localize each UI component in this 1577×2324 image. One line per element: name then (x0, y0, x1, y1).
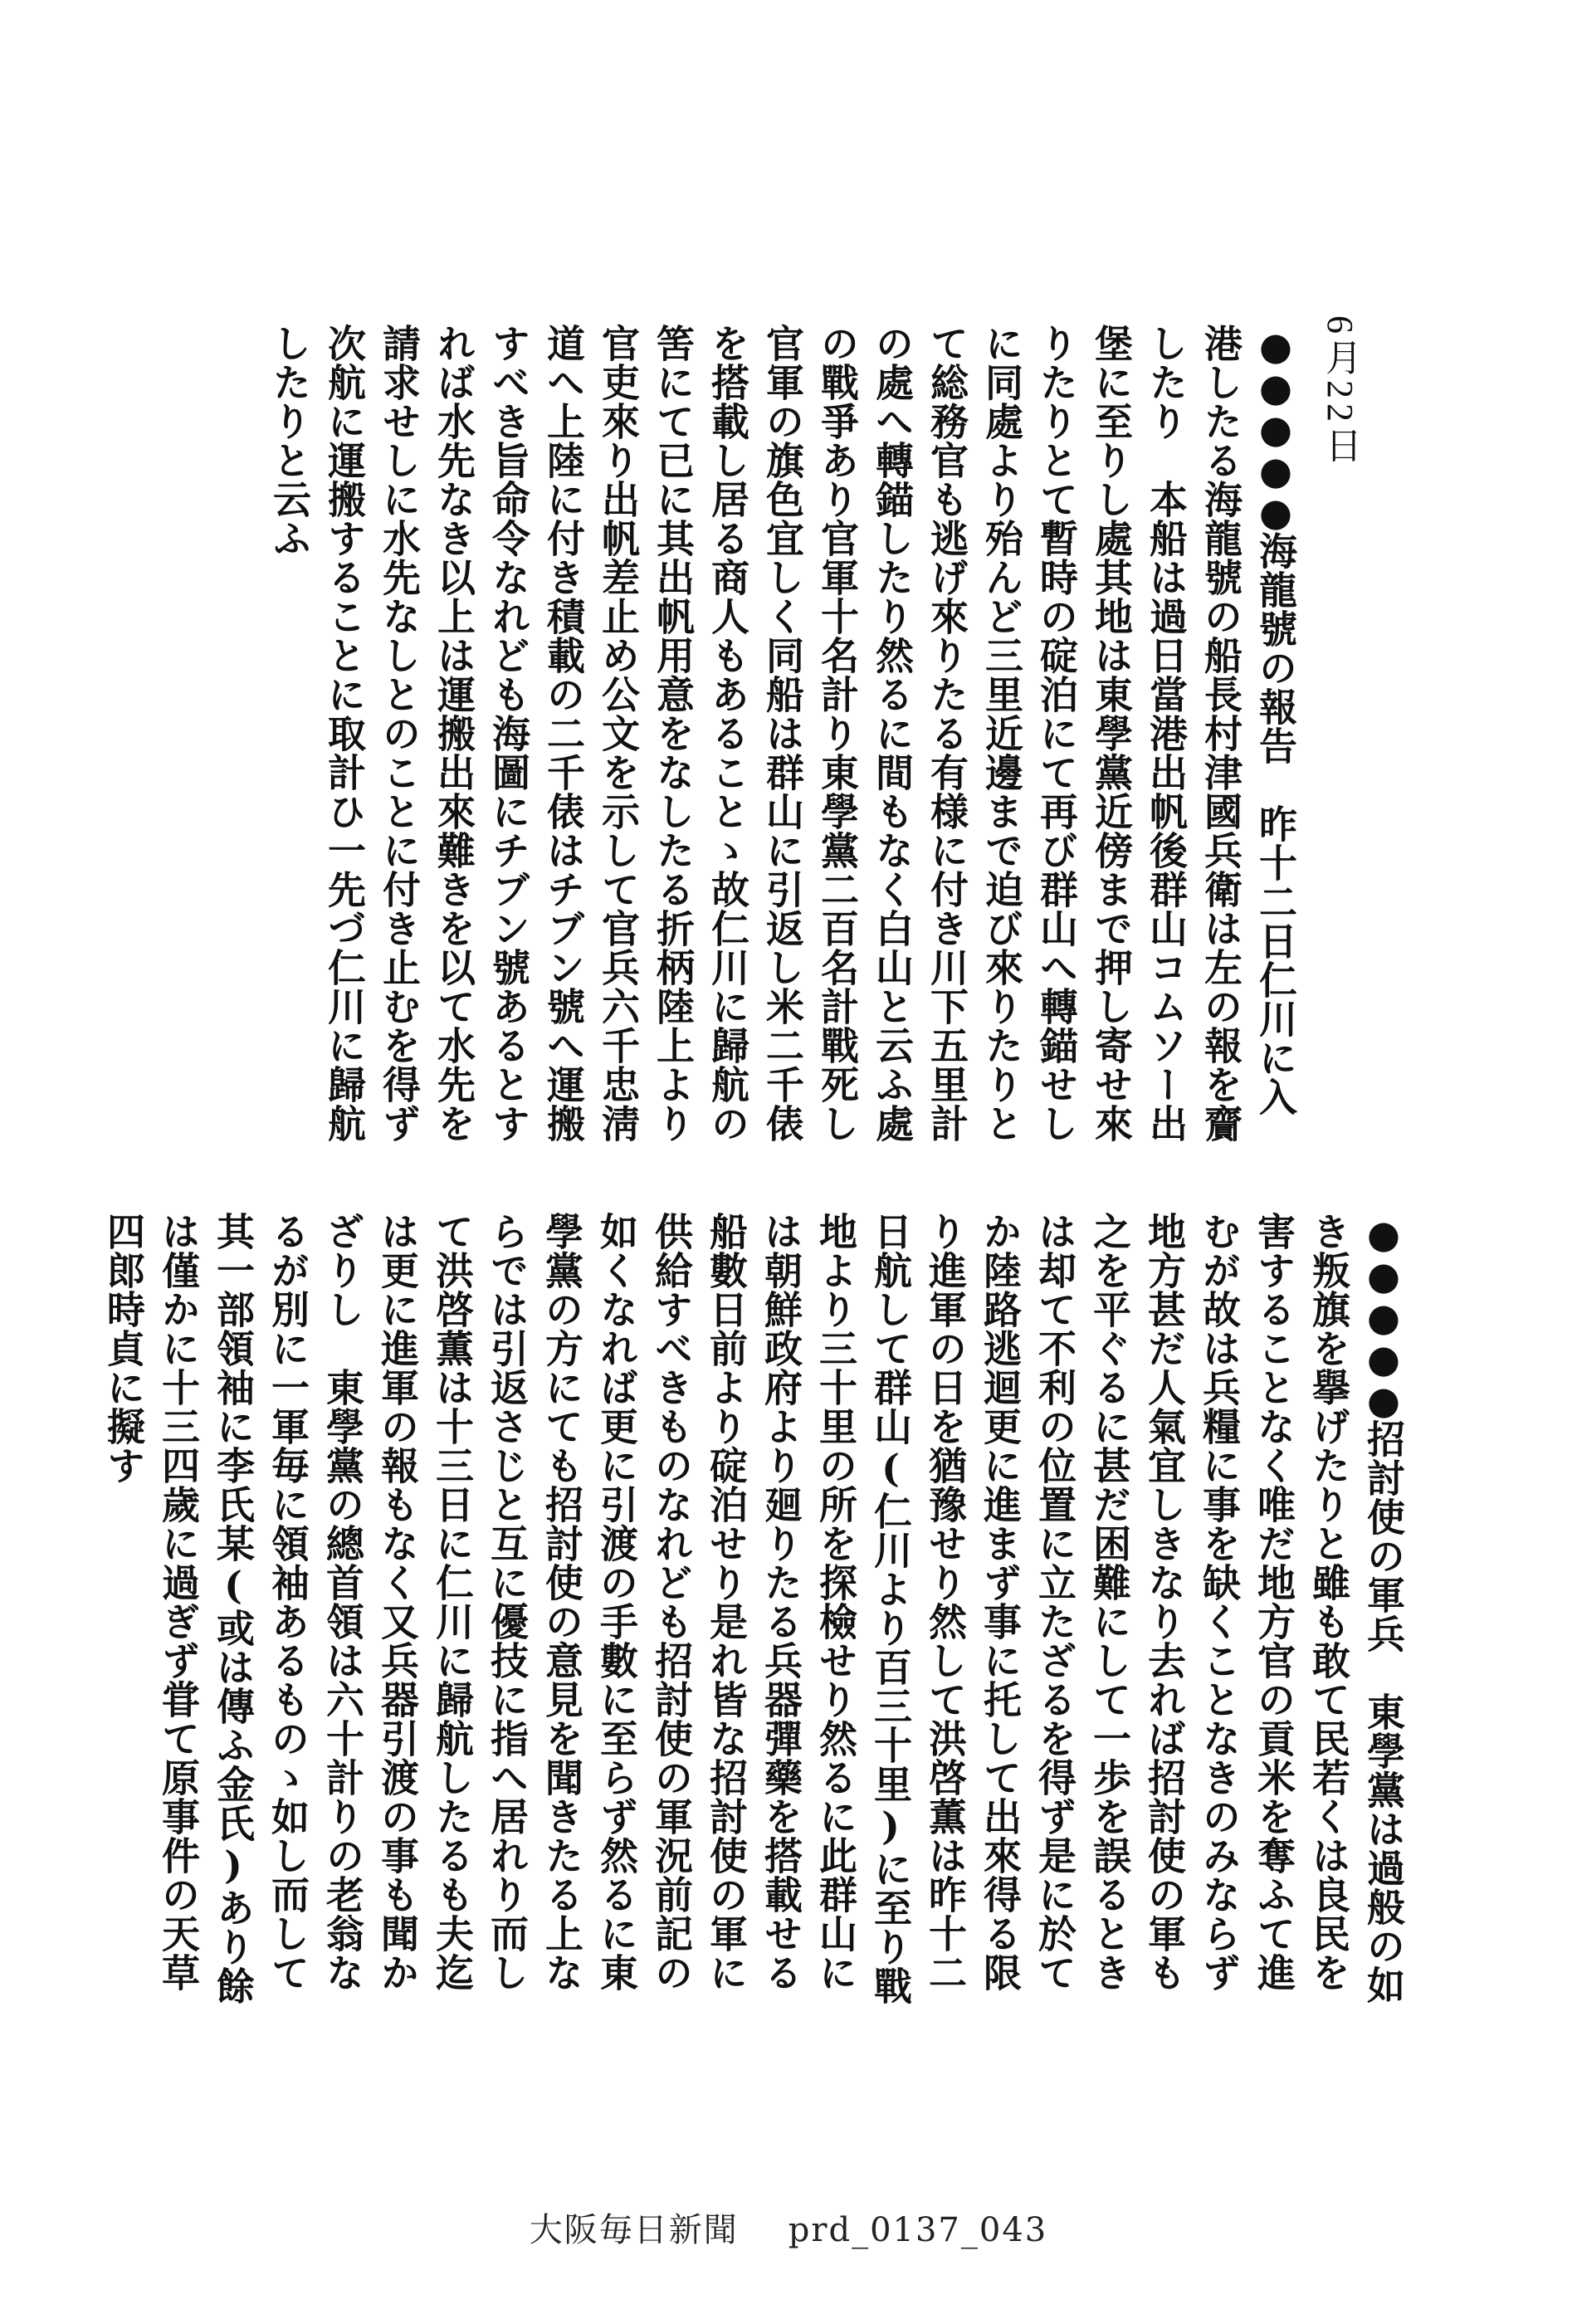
article-haeryong-report (183, 324, 1303, 1154)
article-headline: 海龍號の報告 (1253, 531, 1298, 765)
date-label: 6月22日 (1320, 315, 1360, 468)
article-marker: ●●●●● (1361, 1212, 1406, 1419)
footer-source: 大阪毎日新聞 (529, 2211, 739, 2249)
article-body: 昨十二日仁川に入港したる海龍號の船長村津國兵衛は左の報を齎したり 本船は過日當港出帆後群山コムソー出堡に至りし處其地は東學黨近傍まで押し寄せ來りたりとて暫時の碇泊にて再び群山へ轉錨せしに同處より殆んど三里近邊まで迫び來りたりとて総務官も逃げ來りたる有様に付き川下五里計の處へ轉錨したり然るに間もなく白山と云ふ處の戰爭あり官軍十名計り東學黨二百名計戰死し官軍の旗色宜しく同船は群山に引返し米二千俵を搭載し居る商人もあることゝ故仁川に歸航の筈にて已に其出帆用意をなしたる折柄陸上より官吏來り出帆差止め公文を示して官兵六千忠淸道へ上陸に付き積載の二千俵はチブン號へ運搬すべき旨命令なれども海圖にチブン號あるとすれば水先なき以上は運搬出來難きを以て水先を請求せしに水先なしとのことに付き止むを得ず次航に運搬することに取計ひ一先づ仁川に歸航したりと云ふ (267, 324, 1298, 1143)
footer-code: prd_0137_043 (788, 2211, 1048, 2249)
page-footer (0, 2204, 1577, 2251)
article-suppression-troops (101, 1212, 1411, 2025)
article-headline: 招討使の軍兵 (1361, 1419, 1406, 1653)
article-body: 東學黨は過般の如き叛旗を擧げたりと雖も敢て民若くは良民を害することなく唯だ地方官の貢米を奪ふて進むが故は兵糧に事を缺くことなきのみならず地方甚だ人氣宜しきなり去れば招討使の軍も之を平ぐるに甚だ困難にして一歩を誤るときは却て不利の位置に立たざるを得ず是に於てか陸路逃迴更に進まず事に托して出來得る限り進軍の日を猶豫せり然して洪啓薫は昨十二日航して群山(仁川より百三十里)に至り戰地より三十里の所を探檢せり然るに此群山には朝鮮政府より廻りたる兵器彈藥を搭載せる船數日前より碇泊せり是れ皆な招討使の軍に供給すべきものなれども招討使の軍況前記の如くなれば更に引渡の手數に至らず然るに東學黨の方にても招討使の意見を聞きたる上ならでは引返さじと互に優技に指へ居れり而して洪啓薫は十三日に仁川に歸航したるも夫迄は更に進軍の報もなく又兵器引渡の事も聞かざりし 東學黨の總首領は六十計りの老翁なるが別に一軍毎に領袖あるものゝ如し而して其一部領袖に李氏某(或は傳ふ金氏)あり餘は僅かに十三四歲に過ぎず甞て原事件の天草四郎時貞に擬す (101, 1212, 1406, 2005)
article-marker: ●●●●● (1253, 324, 1298, 531)
